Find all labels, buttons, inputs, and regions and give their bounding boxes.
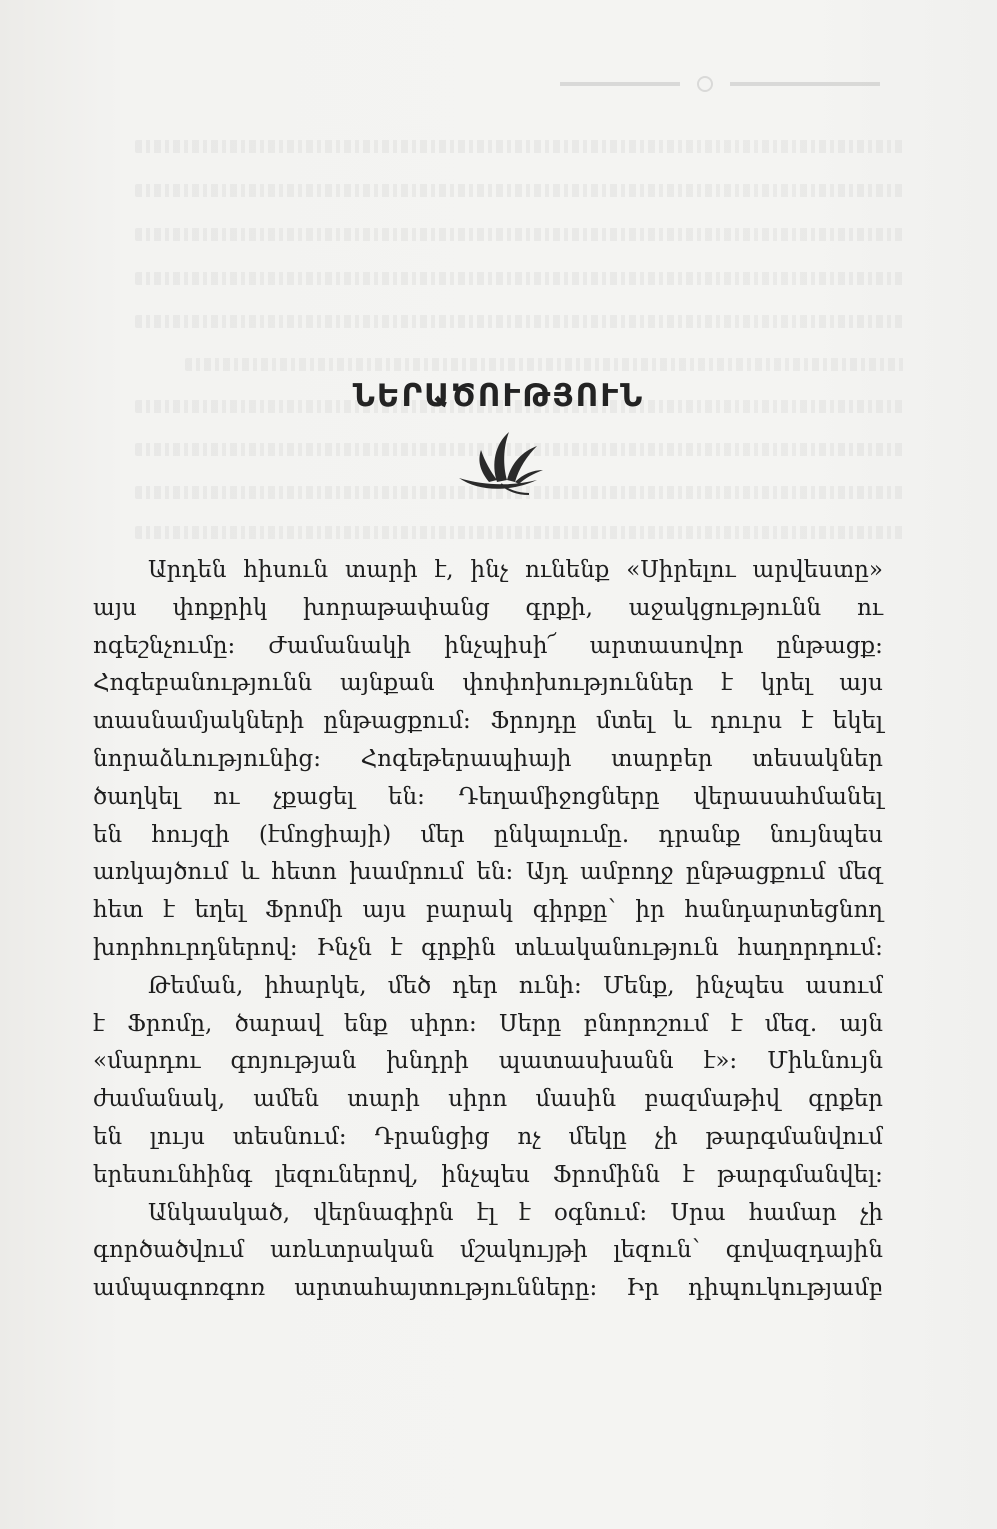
text-line: են հույզի (էմոցիայի) մեր ընկալումը. դրանք նույնպես [93,821,883,848]
text-line: են լույս տեսնում։ Դրանցից ոչ մեկը չի թարգմանվում [93,1123,883,1150]
bleed-running-header [560,74,880,94]
leaf-flourish-icon [451,428,547,500]
text-line: խորհուրդներով։ Ինչն է գրքին տևականություն հաղորդում։ [93,934,883,961]
text-line: ծաղկել ու չքացել են։ Դեղամիջոցները վերասահմանել [93,783,883,810]
text-line: է Ֆրոմը, ծարավ ենք սիրո։ Սերը բնորոշում է մեզ. այն [93,1010,883,1037]
body-text [93,552,883,1308]
text-line: տասնամյակների ընթացքում։ Ֆրոյդը մտել և դուրս է եկել [93,708,883,735]
text-line: Հոգեբանությունն այնքան փոփոխություններ է կրել այս [93,670,883,697]
text-line: Անկասկած, վերնագիրն էլ է օգնում։ Սրա համար չի [148,1199,883,1226]
text-line: «մարդու գոյության խնդրի պատասխանն է»։ Միևնույն [93,1048,883,1075]
text-line: առկայծում և հետո խամրում են։ Այդ ամբողջ ընթացքում մեզ [93,859,883,886]
chapter-heading-block [0,376,997,500]
text-line: ամպագոռգոռ արտահայտությունները։ Իր դիպուկությամբ [93,1275,883,1302]
text-line: ժամանակ, ամեն տարի սիրո մասին բազմաթիվ գրքեր [93,1086,883,1113]
text-line: նորաձևությունից։ Հոգեթերապիայի տարբեր տեսակներ [93,745,883,772]
text-line: երեսունհինգ լեզուներով, ինչպես Ֆրոմինն է թարգմանվել։ [93,1161,883,1188]
text-line: գործածվում առևտրական մշակույթի լեզուն՝ գովազդային [93,1237,883,1264]
chapter-title: ՆԵՐԱԾՈՒԹՅՈՒՆ [352,378,645,414]
text-line: Արդեն հիսուն տարի է, ինչ ունենք «Սիրելու արվեստը» [148,557,883,583]
text-line: հետ է եղել Ֆրոմի այս բարակ գիրքը՝ իր հանդարտեցնող [93,897,883,924]
text-line: Թեման, իհարկե, մեծ դեր ունի։ Մենք, ինչպես ասում [148,972,883,999]
text-line: այս փոքրիկ խորաթափանց գրքի, աջակցությունն ու [93,594,883,621]
text-line: ոգեշնչումը։ Ժամանակի ինչպիսի՜ արտասովոր ընթացք։ [93,632,883,659]
